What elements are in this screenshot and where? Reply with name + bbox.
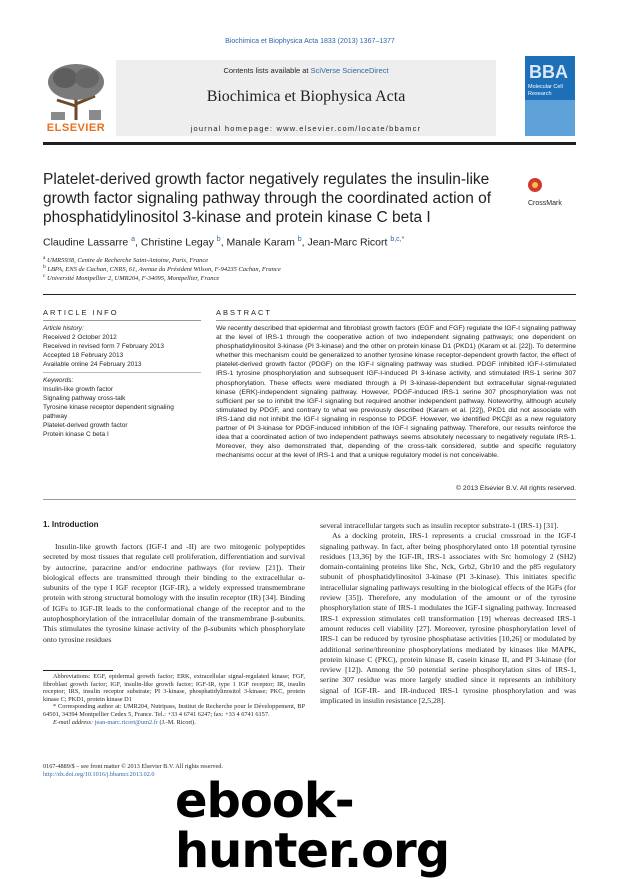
email-link[interactable]: jean-marc.ricort@um2.fr	[94, 718, 158, 726]
author-separator: ,	[220, 236, 227, 249]
author-affiliation-ref[interactable]: a	[131, 236, 136, 243]
author-name: Christine Legay	[140, 236, 214, 249]
keyword: Signaling pathway cross-talk	[43, 395, 126, 402]
journal-homepage[interactable]: journal homepage: www.elsevier.com/locate/bbamcr	[190, 124, 422, 133]
body-paragraph: As a docking protein, IRS-1 represents a crucial crossroad in the IGF-I signaling pathway. In fact, after being phosphorylated onto 18 potential tyrosine residues [13,36] by the IGF-IR, IRS-1 associates with Src homology 2 (SH2) domain-containing proteins like Shc, Nck, Grb2, Gbr10 and the p85 regulatory subunit of phosphatidylinositol 3-kinase (PI 3-kinase). This initiates specific intracellular signaling pathways resulting in the biological effects of the IGFs (for review [35]). Therefore, any modulation of the amount or of the tyrosine phosphorylation state of IRS-1 modulates the IGF-I signaling pathway. Increased IRS-1 expression stimulates cell transformation [19] whereas decreased IRS-1 amount reduces cell viability [27]. Moreover, tyrosine phosphorylation level of IRS-1 can be reduced by tyrosine phosphatase activities [10,26] or modulated by additional serine/threonine phosphorylations mediated by kinases like MAPK, protein kinase C (PKC), protein kinase B, casein kinase II, and PI 3-kinase (for review [12]). Among the 50 potential serine phosphorylation sites of IRS-1, serine 307 residue was more largely studied since it represents an inhibitory signal of IGF-IR- and IR-induced IRS-1 tyrosine phosphorylation and was implicated in insulin resistance [2,5,28].	[320, 531, 576, 706]
sciencedirect-link[interactable]: SciVerse ScienceDirect	[310, 66, 389, 75]
history-item: Accepted 18 February 2013	[43, 352, 124, 359]
crossmark-badge[interactable]	[528, 176, 576, 212]
keyword: pathway	[43, 413, 68, 420]
article-info-rule	[43, 320, 201, 321]
affiliation-text: LBPA, ENS de Cachan, CNRS, 61, Avenue du Président Wilson, F-94235 Cachan, France	[47, 266, 281, 274]
affiliation-text: UMR5938, Centre de Recherche Saint-Antoine, Paris, France	[47, 257, 209, 265]
author-separator: ,	[301, 236, 308, 249]
author-name: Manale Karam	[226, 236, 295, 249]
journal-title: Biochimica et Biophysica Acta	[206, 88, 406, 105]
issn-line: 0167-4889/$ – see front matter © 2013 Elsevier B.V. All rights reserved.	[43, 763, 223, 770]
email-suffix: (J.-M. Ricort).	[157, 718, 196, 726]
abstract-heading: ABSTRACT	[216, 308, 273, 317]
keyword: Tyrosine kinase receptor dependent signaling	[43, 404, 174, 411]
affiliation	[43, 264, 563, 273]
author-name: Jean-Marc Ricort	[307, 236, 388, 249]
section-heading: 1. Introduction	[43, 520, 99, 529]
contents-prefix: Contents lists available at	[223, 66, 311, 75]
history-label: Article history:	[43, 325, 84, 332]
author-separator: ,	[135, 236, 141, 249]
cover-subtitle: Molecular Cell Research	[528, 84, 563, 97]
body-paragraph: several intracellular targets such as insulin receptor substrate-1 (IRS-1) [31].	[320, 521, 559, 530]
author-list	[43, 236, 563, 249]
article-title: Platelet-derived growth factor negatively regulates the insulin-like growth factor signaling pathway through the coordinated action of phosphatidylinositol 3-kinase and protein kinase C beta I	[43, 171, 492, 226]
affiliation-marker: c	[43, 273, 46, 279]
abbreviations-footnote: Abbreviations: EGF, epidermal growth factor; ERK, extracellular signal-regulated kinase; FGF, fibroblast growth factor; IGF, insulin-like growth factor; IGF-IR, type 1 IGF receptor; IR, insulin receptor; IRS, insulin receptor substrate; PI 3-kinase, phosphatidylinositol 3-kinase; PKC, protein kinase C; PKD1, protein kinase D1	[43, 673, 305, 703]
cover-title: BBA	[529, 62, 568, 82]
article-info-heading: ARTICLE INFO	[43, 308, 119, 317]
elsevier-wordmark: ELSEVIER	[46, 122, 106, 134]
author-affiliation-ref[interactable]: b,c,*	[390, 236, 405, 243]
affiliation-marker: b	[43, 264, 46, 270]
history-item: Received in revised form 7 February 2013	[43, 343, 165, 350]
doi-link[interactable]: http://dx.doi.org/10.1016/j.bbamcr.2013.02.0	[43, 771, 155, 778]
crossmark-icon	[528, 178, 542, 192]
journal-cover-thumbnail	[525, 56, 575, 136]
abstract-rule	[216, 320, 576, 321]
abstract-text: We recently described that epidermal and fibroblast growth factors (EGF and FGF) regulate the IGF-I signaling pathway at the level of IRS-1 through the cooperative action of two independent signaling pathways; one dependent on phosphatidylinositol 3-kinase (PI 3-kinase) and the other on protein kinase D1 (PKD1) (Karam et al. [22]). To determine whether this mechanism could be generalized to another tyrosine kinase receptor-dependent growth factor, the effect of platelet-derived growth factor (PDGF) on the IGF-I signaling pathway was studied. PDGF inhibited IGF-I-stimulated IRS-1 tyrosine phosphorylation and subsequent IGF-I-induced PI 3-kinase activity, and stimulated IRS-1 serine 307 phosphorylation. These effects were mediated through a PI 3-kinase-dependent but extracellular signal-regulated kinase (ERK)-independent signaling pathway. However, PDGF-induced IRS-1 serine 307 phosphorylation was not sufficient per se to inhibit the IGF-I signaling but required another independent pathway. Noteworthy, although acutely stimulated by PDGF, and contrary to what we previously described (Karam et al. [22]), PKD1 did not associate with IRS-1and did not inhibit the IGF-I signaling in response to PDGF. However, we identified PKCβI as a new regulatory partner of PI 3-kinase for PDGF-induced inhibition of the IGF-I signaling pathway. Therefore, our results reinforce the idea that a coordinated action of two independent pathways seems absolutely necessary to negatively regulate IRS-1. Moreover, they also demonstrated that, depending of the cross-talk considered, subtle and specific regulatory mechanisms occur at the level of IRS-1 and that a unique regulatory model is not conceivable.	[216, 325, 576, 460]
keywords-rule	[43, 372, 201, 373]
contents-line	[116, 66, 496, 75]
crossmark-label: CrossMark	[528, 199, 562, 207]
history-item: Received 2 October 2012	[43, 334, 117, 341]
body-column-left	[43, 542, 305, 645]
keyword: Platelet-derived growth factor	[43, 422, 128, 429]
keyword: Insulin-like growth factor	[43, 386, 114, 393]
copyright-notice: © 2013 Elsevier B.V. All rights reserved.	[456, 485, 576, 492]
author-affiliation-ref[interactable]: b	[297, 236, 302, 243]
affiliation-marker: a	[43, 255, 46, 261]
author-name: Claudine Lassarre	[43, 236, 129, 249]
affiliation	[43, 273, 563, 282]
email-footnote	[43, 719, 305, 727]
footnote-rule	[43, 670, 113, 671]
affiliation	[43, 255, 563, 264]
abstract-end-rule	[43, 499, 576, 500]
keywords-label: Keywords:	[43, 377, 74, 384]
corresponding-author-footnote: * Corresponding author at: UMR204, Nutripass, Institut de Recherche pour le Développement, BP 64501, 34394 Montpellier Cedex 5, France. Tel.: +33 4 6741 6247; fax: +33 4 6741 6157.	[43, 703, 305, 718]
email-label: E-mail address:	[53, 718, 95, 726]
body-paragraph: Insulin-like growth factors (IGF-I and -II) are two mitogenic polypeptides secreted by most tissues that regulate cell proliferation, differentiation and survival by autocrine, paracrine and/or endocrine pathways (for review [21]). Their biological effects are transmitted through their binding to the extracellular α-subunits of the type I IGF receptor (IGF-IR), a widely expressed transmembrane protein with strong structural homology with the insulin receptor (IR) [34]. Binding of IGFs to IGF-IR leads to the conformational change of the receptor and to the autophosphorylation of the intracellular domain of the transmembrane β-subunits. This stimulates the tyrosine kinase activity of the β-subunits which phosphorylate onto tyrosine residues	[43, 542, 305, 644]
masthead-rule	[43, 142, 576, 145]
watermark: ebook-hunter.org	[175, 773, 450, 879]
affiliation-text: Université Montpellier 2, UMR204, F-34095, Montpellier, France	[47, 275, 220, 283]
running-head[interactable]: Biochimica et Biophysica Acta 1833 (2013) 1367–1377	[225, 38, 395, 45]
footnotes	[43, 673, 305, 726]
header-rule	[43, 294, 576, 295]
cover-band	[525, 100, 575, 136]
body-column-right	[320, 521, 576, 706]
keyword: Protein kinase C beta I	[43, 431, 109, 438]
history-item: Available online 24 February 2013	[43, 361, 142, 368]
author-affiliation-ref[interactable]: b	[216, 236, 221, 243]
